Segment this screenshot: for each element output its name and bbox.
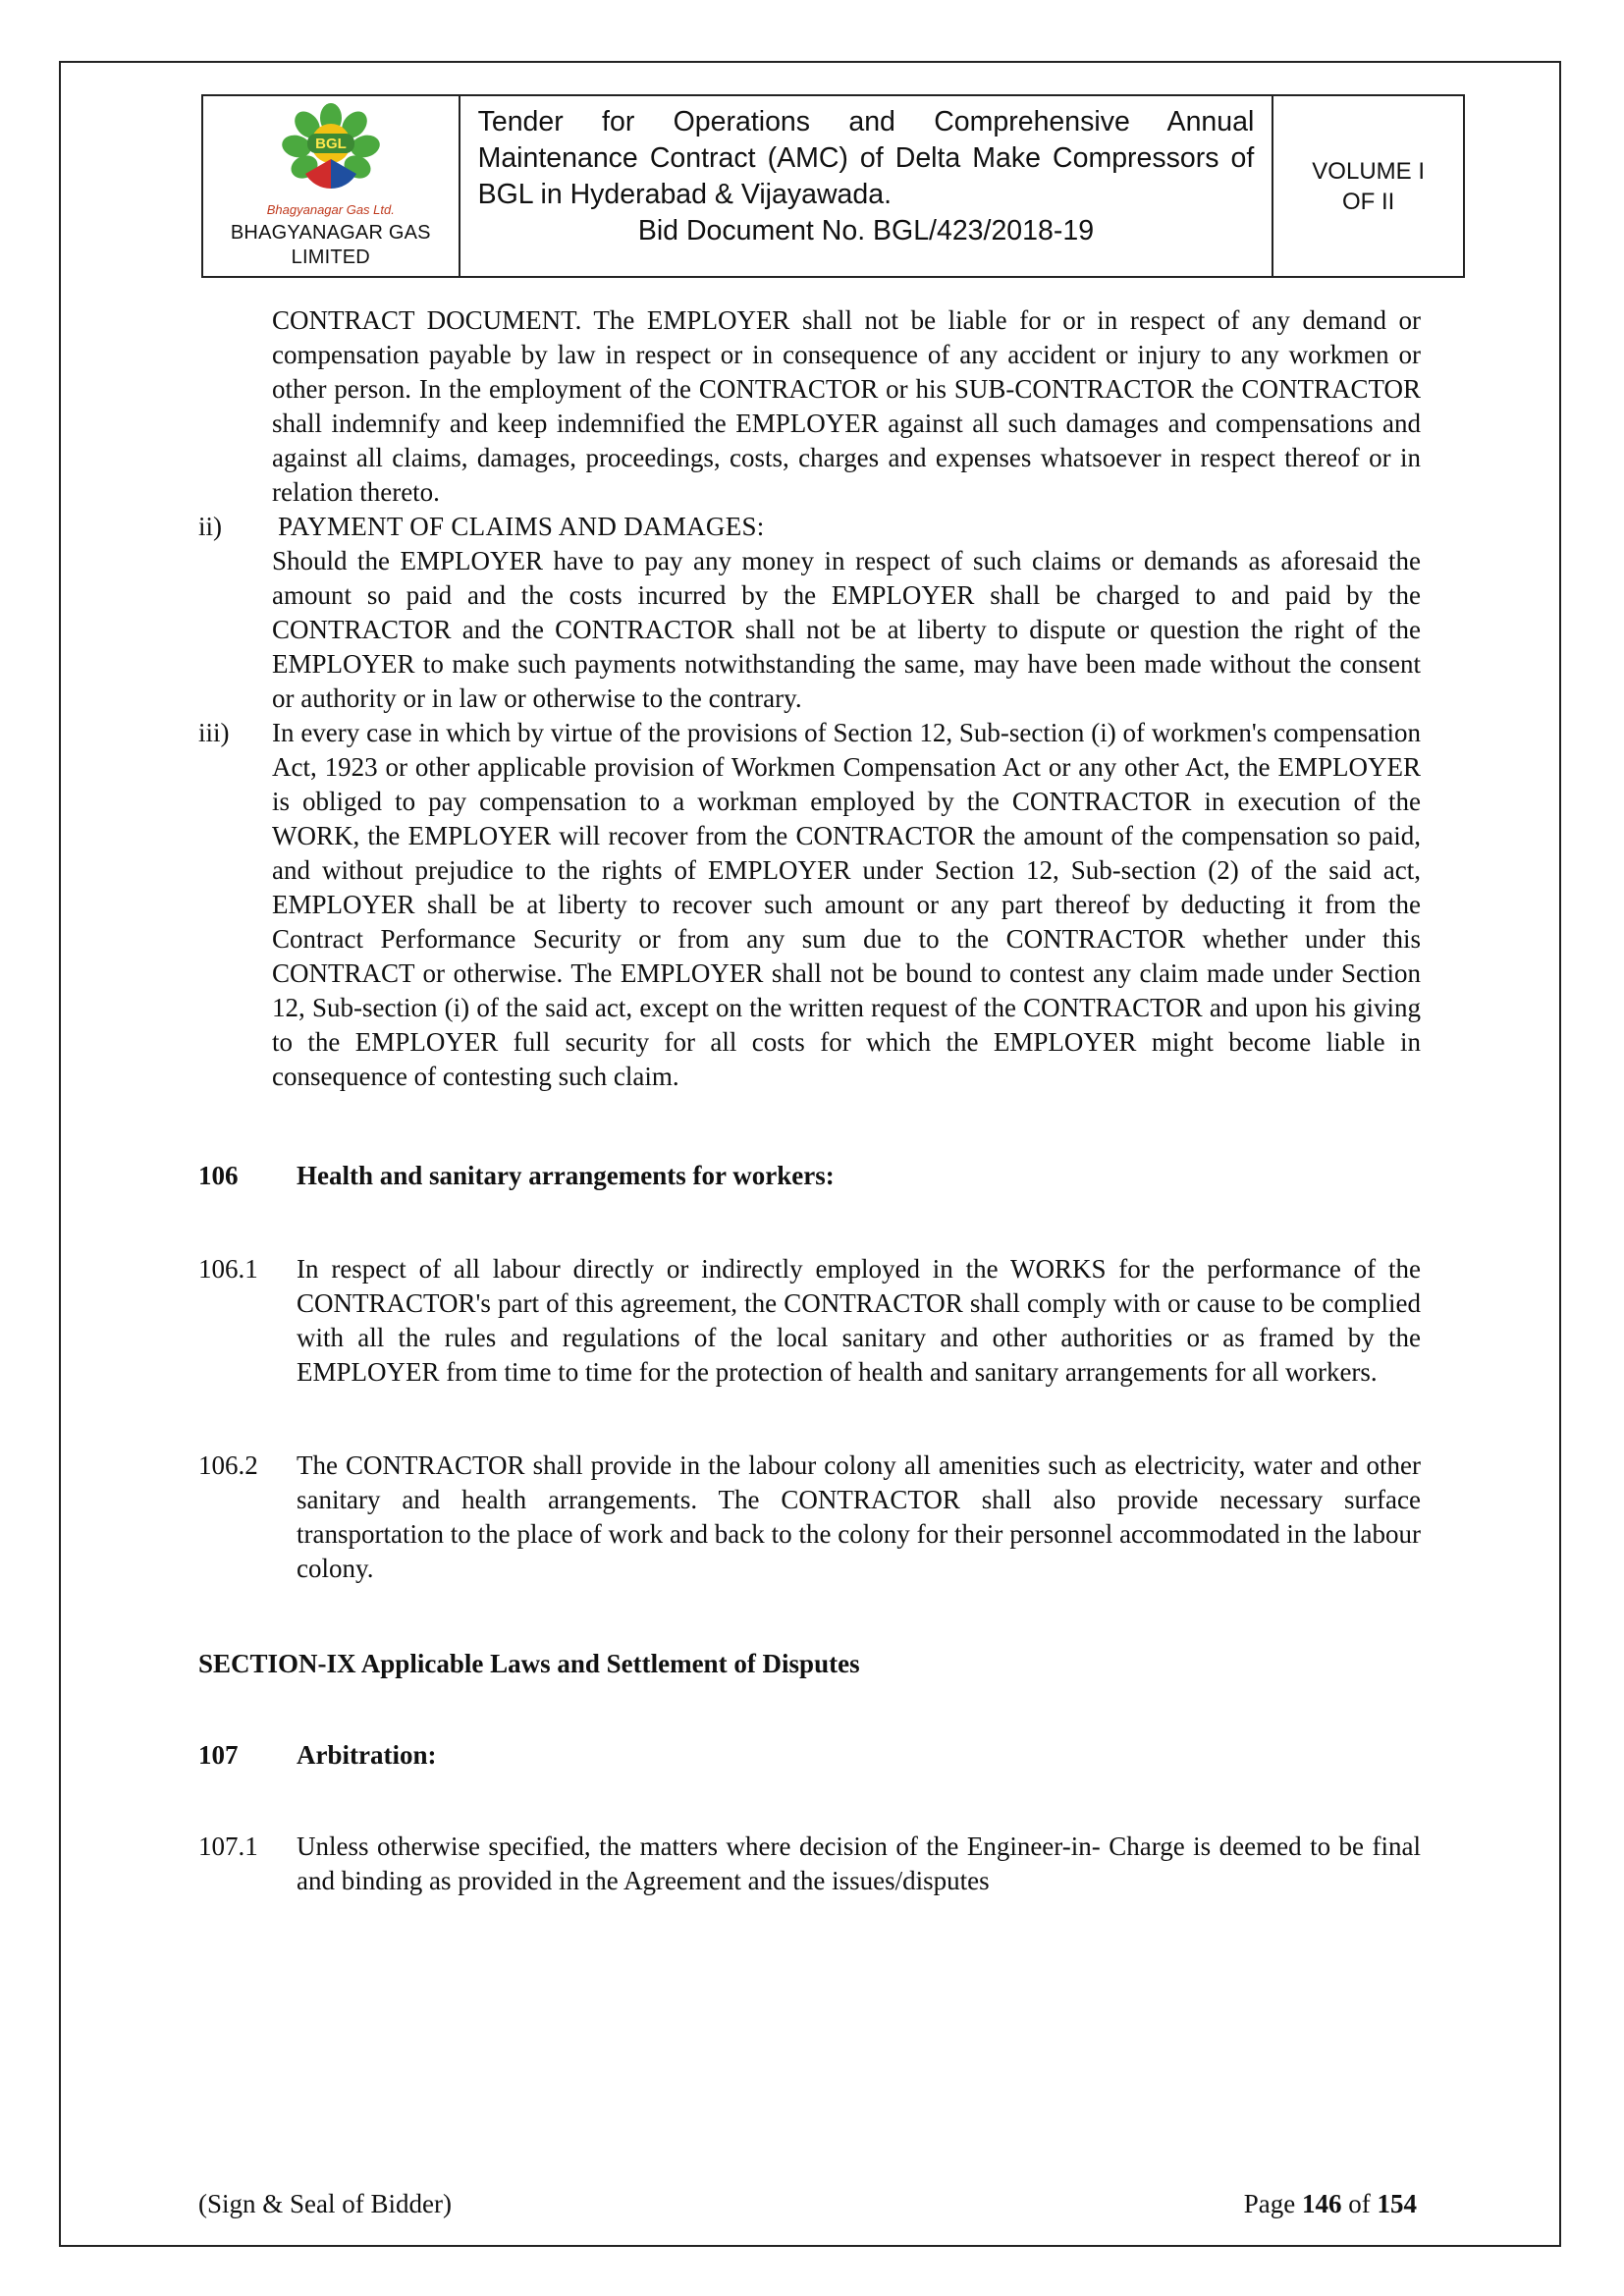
- clause-107-1-label: 107.1: [198, 1831, 258, 1861]
- clause-106-2-label: 106.2: [198, 1450, 258, 1480]
- volume-line1: VOLUME I: [1312, 157, 1425, 185]
- section-107-heading: [198, 1738, 1421, 1773]
- header-logo-cell: [203, 96, 460, 276]
- clause-107-1-text: Unless otherwise specified, the matters where decision of the Engineer-in- Charge is deemed to be final and binding as provided in the Agreement and the issues/disputes: [297, 1831, 1421, 1895]
- footer-page-current: 146: [1302, 2189, 1342, 2218]
- logo-subtext: Bhagyanagar Gas Ltd.: [266, 202, 395, 217]
- clause-106-2: [198, 1449, 1421, 1586]
- clause-iii: [198, 716, 1421, 1094]
- header-volume-cell: [1273, 96, 1463, 276]
- clause-ii: [198, 510, 1421, 716]
- header-table: [201, 94, 1465, 278]
- clause-ii-label: ii): [198, 512, 222, 541]
- section-106-title: Health and sanitary arrangements for workers:: [297, 1161, 835, 1190]
- clause-iii-label: iii): [198, 718, 230, 747]
- section-106-heading: [198, 1159, 1421, 1193]
- paragraph-intro: CONTRACT DOCUMENT. The EMPLOYER shall not be liable for or in respect of any demand or compensation payable by law in respect or in consequence of any accident or injury to any workmen or other person. In the employment of the CONTRACTOR or his SUB-CONTRACTOR the CONTRACTOR shall indemnify and keep indemnified the EMPLOYER against all such damages and compensations and against all claims, damages, proceedings, costs, charges and expenses whatsoever in respect thereof or in relation thereto.: [272, 305, 1421, 507]
- bgl-logo-text: BGL: [314, 136, 347, 152]
- section-107-number: 107: [198, 1740, 239, 1770]
- footer-page-total: 154: [1377, 2189, 1417, 2218]
- footer-of-label: of: [1348, 2189, 1371, 2218]
- org-name-line1: BHAGYANAGAR GAS: [230, 222, 431, 244]
- page-footer: [198, 2189, 1417, 2219]
- bgl-logo: [272, 102, 390, 204]
- org-name-line2: LIMITED: [291, 246, 370, 268]
- section-107-title: Arbitration:: [297, 1740, 437, 1770]
- clause-106-1-text: In respect of all labour directly or indirectly employed in the WORKS for the performance of the CONTRACTOR's part of this agreement, the CONTRACTOR shall comply with or cause to be complied with all the rules and regulations of the local sanitary and other authorities or as framed by the EMPLOYER from time to time for the protection of health and sanitary arrangements for all workers.: [297, 1254, 1421, 1387]
- footer-page-number: [1244, 2189, 1417, 2219]
- footer-page-label: Page: [1243, 2189, 1296, 2218]
- document-body: [198, 303, 1421, 1898]
- clause-ii-text: Should the EMPLOYER have to pay any money in respect of such claims or demands as aforesaid the amount so paid and the costs incurred by the EMPLOYER shall be charged to and paid by the CONTRACTOR and the CONTRACTOR shall not be at liberty to dispute or question the right of the EMPLOYER to make such payments notwithstanding the same, may have been made without the consent or authority or in law or otherwise to the contrary.: [272, 546, 1421, 713]
- page-border: [59, 61, 1561, 2247]
- clause-107-1: [198, 1830, 1421, 1898]
- footer-sign-seal: (Sign & Seal of Bidder): [198, 2189, 452, 2218]
- org-name: [231, 221, 431, 270]
- clause-106-1: [198, 1252, 1421, 1390]
- clause-106-2-text: The CONTRACTOR shall provide in the labour colony all amenities such as electricity, water and other sanitary and health arrangements. The CONTRACTOR shall also provide necessary surface transportation to the place of work and back to the colony for their personnel accommodated in the labour colony.: [297, 1450, 1421, 1583]
- clause-106-1-label: 106.1: [198, 1254, 258, 1284]
- section-106-number: 106: [198, 1161, 239, 1190]
- section-ix-heading: SECTION-IX Applicable Laws and Settlement of Disputes: [198, 1649, 860, 1678]
- bid-document-number: Bid Document No. BGL/423/2018-19: [637, 215, 1095, 246]
- clause-ii-heading: PAYMENT OF CLAIMS AND DAMAGES:: [278, 512, 765, 541]
- clause-iii-text: In every case in which by virtue of the provisions of Section 12, Sub-section (i) of workmen's compensation Act, 1923 or other applicable provision of Workmen Compensation Act or any other Act, the EMPLOYER is obliged to pay compensation to a workman employed by the CONTRACTOR in execution of the WORK, the EMPLOYER will recover from the CONTRACTOR the amount of the compensation so paid, and without prejudice to the rights of EMPLOYER under Section 12, Sub-section (2) of the said act, EMPLOYER shall be at liberty to recover such amount or any part thereof by deducting it from the Contract Performance Security or from any sum due to the CONTRACTOR whether under this CONTRACT or otherwise. The EMPLOYER shall not be bound to contest any claim made under Section 12, Sub-section (i) of the said act, except on the written request of the CONTRACTOR and upon his giving to the EMPLOYER full security for all costs for which the EMPLOYER might become liable in consequence of contesting such claim.: [272, 718, 1421, 1091]
- volume-line2: OF II: [1341, 188, 1395, 215]
- header-title-cell: [460, 96, 1274, 276]
- document-title: Tender for Operations and Comprehensive Annual Maintenance Contract (AMC) of Delta Make Compressors of BGL in Hyderabad & Vijayawada.: [477, 106, 1255, 210]
